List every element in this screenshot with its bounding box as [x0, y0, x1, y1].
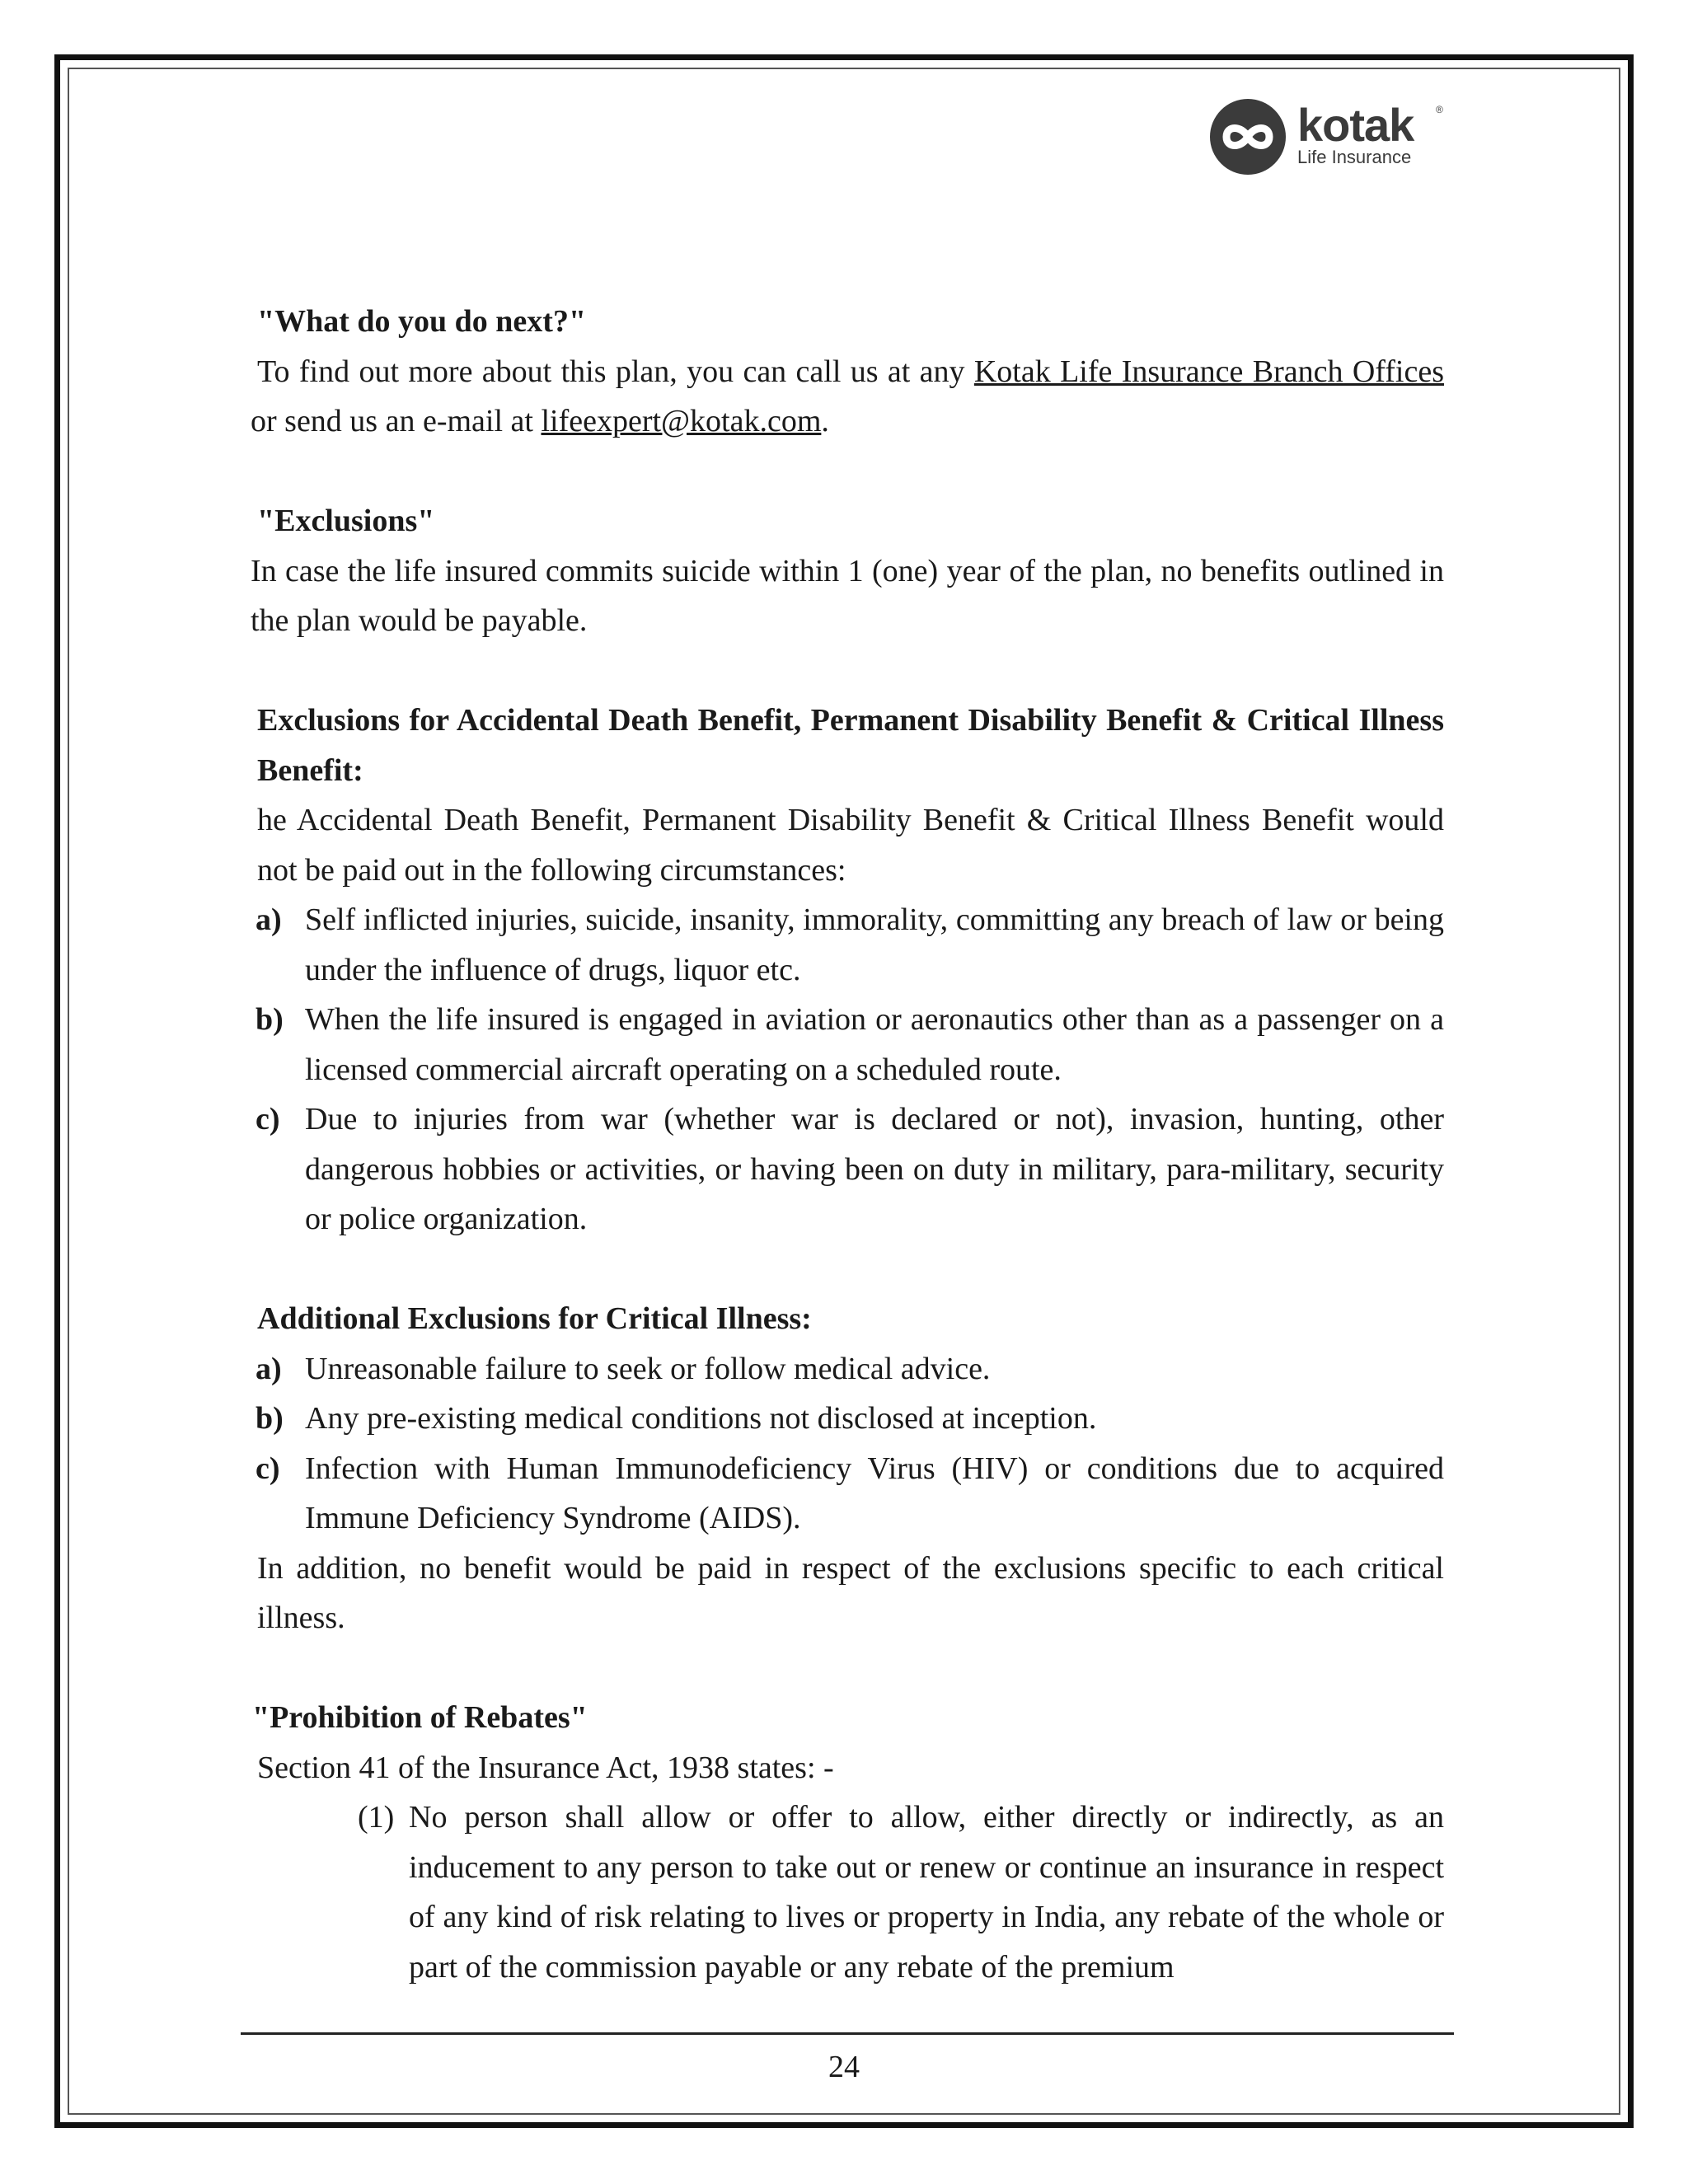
paragraph-accidental-intro: he Accidental Death Benefit, Permanent Disability Benefit & Critical Illness Benefit would not be paid out in the following circumstances: — [257, 803, 1444, 888]
heading-what-next: "What do you do next?" — [257, 304, 587, 339]
list-item: c) Infection with Human Immunodeficiency Virus (HIV) or conditions due to acquired Immune Deficiency Syndrome (AIDS). — [256, 1451, 1444, 1535]
heading-critical-exclusions: Additional Exclusions for Critical Illness: — [257, 1301, 812, 1336]
list-item: c) Due to injuries from war (whether war is declared or not), invasion, hunting, other dangerous hobbies or activities, or having been on duty in military, para-military, security or police organization. — [256, 1102, 1444, 1236]
kotak-infinity-icon — [1208, 97, 1287, 176]
rebates-clause: (1) No person shall allow or offer to allow, either directly or indirectly, as an inducement to any person to take out or renew or continue an insurance in respect of any kind of risk relating to lives or property in India, any rebate of the whole or part of the commission payable or any rebate of the premium — [358, 1800, 1444, 1985]
logo-tagline: Life Insurance — [1297, 147, 1412, 167]
list-item: b) When the life insured is engaged in aviation or aeronautics other than as a passenger on a licensed commercial aircraft operating on a scheduled route. — [256, 1002, 1444, 1087]
document-body — [251, 297, 1444, 1992]
list-item: a) Self inflicted injuries, suicide, insanity, immorality, committing any breach of law or being under the influence of drugs, liquor etc. — [256, 902, 1444, 987]
heading-accidental-exclusions: Exclusions for Accidental Death Benefit, Permanent Disability Benefit & Critical Illness Benefit: — [257, 703, 1444, 788]
branch-offices-link[interactable]: Kotak Life Insurance Branch Offices — [973, 354, 1444, 389]
list-item: b) Any pre-existing medical conditions not disclosed at inception. — [256, 1401, 1097, 1436]
heading-exclusions: "Exclusions" — [257, 504, 435, 538]
paragraph-exclusions: In case the life insured commits suicide within 1 (one) year of the plan, no benefits outlined in the plan would be payable. — [251, 553, 1444, 638]
email-link[interactable]: lifeexpert@kotak.com — [541, 404, 822, 438]
accidental-exclusions-list — [251, 895, 1444, 1244]
footer-divider — [241, 2032, 1454, 2035]
logo-registered-mark: ® — [1436, 104, 1443, 115]
paragraph-rebates-intro: Section 41 of the Insurance Act, 1938 states: - — [257, 1750, 834, 1785]
heading-prohibition-of-rebates: "Prohibition of Rebates" — [252, 1700, 588, 1735]
paragraph-what-next: To find out more about this plan, you can call us at any Kotak Life Insurance Branch Offices or send us an e-mail at lifeexpert@kotak.com. — [251, 354, 1444, 438]
critical-exclusions-list — [251, 1344, 1444, 1544]
logo-wordmark: kotak — [1297, 99, 1414, 151]
paragraph-critical-closing: In addition, no benefit would be paid in respect of the exclusions specific to each critical illness. — [257, 1550, 1444, 1635]
page-number: 24 — [828, 2050, 860, 2084]
kotak-logo — [1208, 97, 1452, 176]
list-item: a) Unreasonable failure to seek or follow medical advice. — [256, 1351, 991, 1386]
